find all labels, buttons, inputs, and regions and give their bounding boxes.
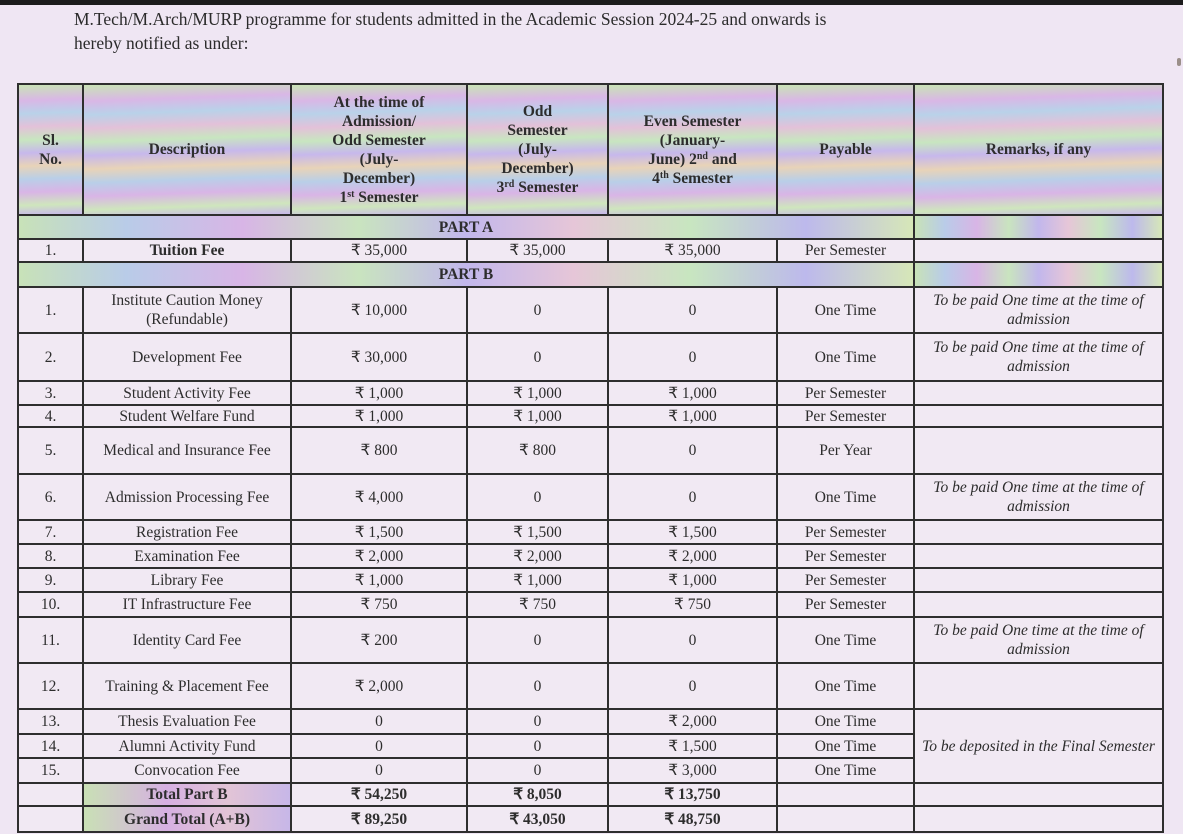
- remarks: [914, 520, 1163, 544]
- total-b-odd: ₹ 8,050: [467, 783, 608, 806]
- sl-no-blank: [18, 806, 83, 832]
- sl-no: 1.: [18, 287, 83, 333]
- remarks: To be paid One time at the time of admission: [914, 617, 1163, 663]
- amount-admission: 0: [291, 709, 467, 734]
- amount-odd: ₹ 800: [467, 427, 608, 474]
- amount-even: ₹ 1,500: [608, 734, 777, 758]
- remarks: [914, 663, 1163, 709]
- sl-no: 13.: [18, 709, 83, 734]
- payable: Per Semester: [777, 568, 914, 592]
- amount-even: 0: [608, 333, 777, 381]
- total-b-even: ₹ 13,750: [608, 783, 777, 806]
- table-row: [18, 663, 1163, 709]
- fee-description: Registration Fee: [83, 520, 291, 544]
- sl-no: 14.: [18, 734, 83, 758]
- amount-admission: ₹ 30,000: [291, 333, 467, 381]
- sl-no: 7.: [18, 520, 83, 544]
- sl-no: 4.: [18, 405, 83, 427]
- payable: Per Semester: [777, 239, 914, 262]
- payable: One Time: [777, 333, 914, 381]
- intro-paragraph: [74, 7, 1154, 55]
- table-row: [18, 520, 1163, 544]
- payable: One Time: [777, 663, 914, 709]
- amount-odd: ₹ 35,000: [467, 239, 608, 262]
- payable: One Time: [777, 709, 914, 734]
- grand-total-label: Grand Total (A+B): [83, 806, 291, 832]
- fee-description: Institute Caution Money (Refundable): [83, 287, 291, 333]
- fee-description: Admission Processing Fee: [83, 474, 291, 520]
- grand-total-even: ₹ 48,750: [608, 806, 777, 832]
- grand-total-row: [18, 806, 1163, 832]
- table-row: [18, 427, 1163, 474]
- amount-even: ₹ 1,000: [608, 405, 777, 427]
- payable: Per Semester: [777, 381, 914, 405]
- payable: One Time: [777, 758, 914, 783]
- amount-even: ₹ 2,000: [608, 709, 777, 734]
- amount-even: 0: [608, 427, 777, 474]
- payable: Per Year: [777, 427, 914, 474]
- fee-description: Student Activity Fee: [83, 381, 291, 405]
- remarks: [914, 427, 1163, 474]
- fee-description: Training & Placement Fee: [83, 663, 291, 709]
- remarks: [914, 381, 1163, 405]
- payable-blank: [777, 783, 914, 806]
- amount-admission: ₹ 800: [291, 427, 467, 474]
- remarks: To be paid One time at the time of admission: [914, 474, 1163, 520]
- total-part-b-row: [18, 783, 1163, 806]
- table-row: [18, 709, 1163, 734]
- remarks: To be paid One time at the time of admission: [914, 333, 1163, 381]
- amount-even: 0: [608, 474, 777, 520]
- amount-odd: ₹ 750: [467, 592, 608, 617]
- fee-description: Library Fee: [83, 568, 291, 592]
- header-remarks: Remarks, if any: [914, 84, 1163, 215]
- amount-admission: ₹ 4,000: [291, 474, 467, 520]
- sl-no: 9.: [18, 568, 83, 592]
- sl-no-blank: [18, 783, 83, 806]
- top-bar: [0, 0, 1183, 5]
- amount-admission: 0: [291, 758, 467, 783]
- header-odd-semester: Odd Semester (July- December) 3rd Semester: [467, 84, 608, 215]
- amount-even: ₹ 1,000: [608, 381, 777, 405]
- table-row: [18, 333, 1163, 381]
- remarks-blank: [914, 806, 1163, 832]
- amount-odd: 0: [467, 758, 608, 783]
- fee-description: Development Fee: [83, 333, 291, 381]
- amount-odd: 0: [467, 287, 608, 333]
- amount-admission: ₹ 10,000: [291, 287, 467, 333]
- remarks: [914, 405, 1163, 427]
- header-sl-no: Sl. No.: [18, 84, 83, 215]
- amount-admission: ₹ 1,000: [291, 381, 467, 405]
- amount-odd: 0: [467, 617, 608, 663]
- amount-admission: ₹ 750: [291, 592, 467, 617]
- amount-even: 0: [608, 617, 777, 663]
- table-row: [18, 287, 1163, 333]
- amount-even: ₹ 2,000: [608, 544, 777, 568]
- scan-speck: [1177, 58, 1181, 66]
- total-b-admission: ₹ 54,250: [291, 783, 467, 806]
- amount-admission: ₹ 200: [291, 617, 467, 663]
- amount-admission: ₹ 1,000: [291, 405, 467, 427]
- amount-admission: ₹ 1,500: [291, 520, 467, 544]
- part-a-remarks-blank: [914, 215, 1163, 239]
- amount-odd: 0: [467, 709, 608, 734]
- sl-no: 11.: [18, 617, 83, 663]
- amount-admission: ₹ 2,000: [291, 663, 467, 709]
- intro-line-1: M.Tech/M.Arch/MURP programme for students admitted in the Academic Session 2024-25 and onwards is: [74, 9, 827, 29]
- amount-admission: ₹ 2,000: [291, 544, 467, 568]
- part-b-label: PART B: [18, 262, 914, 287]
- table-row: [18, 568, 1163, 592]
- remarks: [914, 239, 1163, 262]
- amount-odd: 0: [467, 333, 608, 381]
- amount-admission: ₹ 35,000: [291, 239, 467, 262]
- table-row: [18, 405, 1163, 427]
- amount-odd: 0: [467, 734, 608, 758]
- table-row: [18, 474, 1163, 520]
- payable: Per Semester: [777, 544, 914, 568]
- payable: One Time: [777, 474, 914, 520]
- header-row: [18, 84, 1163, 215]
- intro-line-2: hereby notified as under:: [74, 33, 249, 53]
- header-admission-semester: At the time of Admission/ Odd Semester (July- December) 1st Semester: [291, 84, 467, 215]
- fee-structure-table: [17, 83, 1164, 833]
- part-a-label: PART A: [18, 215, 914, 239]
- amount-even: ₹ 1,500: [608, 520, 777, 544]
- sl-no: 10.: [18, 592, 83, 617]
- payable: One Time: [777, 617, 914, 663]
- sl-no: 8.: [18, 544, 83, 568]
- fee-description: Tuition Fee: [83, 239, 291, 262]
- payable: One Time: [777, 734, 914, 758]
- sl-no: 1.: [18, 239, 83, 262]
- part-b-remarks-blank: [914, 262, 1163, 287]
- payable: Per Semester: [777, 520, 914, 544]
- final-semester-remark: To be deposited in the Final Semester: [914, 709, 1163, 783]
- amount-even: ₹ 3,000: [608, 758, 777, 783]
- amount-even: 0: [608, 663, 777, 709]
- amount-even: 0: [608, 287, 777, 333]
- payable: One Time: [777, 287, 914, 333]
- sl-no: 5.: [18, 427, 83, 474]
- fee-description: IT Infrastructure Fee: [83, 592, 291, 617]
- payable-blank: [777, 806, 914, 832]
- table-row: [18, 381, 1163, 405]
- amount-admission: ₹ 1,000: [291, 568, 467, 592]
- header-even-semester: Even Semester (January- June) 2nd and 4th Semester: [608, 84, 777, 215]
- part-b-heading-row: [18, 262, 1163, 287]
- sl-no: 3.: [18, 381, 83, 405]
- amount-even: ₹ 750: [608, 592, 777, 617]
- table-row: [18, 617, 1163, 663]
- sl-no: 6.: [18, 474, 83, 520]
- header-payable: Payable: [777, 84, 914, 215]
- payable: Per Semester: [777, 592, 914, 617]
- grand-total-odd: ₹ 43,050: [467, 806, 608, 832]
- amount-even: ₹ 35,000: [608, 239, 777, 262]
- amount-odd: ₹ 1,000: [467, 405, 608, 427]
- amount-even: ₹ 1,000: [608, 568, 777, 592]
- fee-description: Student Welfare Fund: [83, 405, 291, 427]
- table-row: [18, 592, 1163, 617]
- remarks: [914, 544, 1163, 568]
- amount-odd: ₹ 1,500: [467, 520, 608, 544]
- amount-odd: ₹ 2,000: [467, 544, 608, 568]
- sl-no: 2.: [18, 333, 83, 381]
- amount-odd: ₹ 1,000: [467, 381, 608, 405]
- fee-description: Alumni Activity Fund: [83, 734, 291, 758]
- header-description: Description: [83, 84, 291, 215]
- amount-odd: ₹ 1,000: [467, 568, 608, 592]
- remarks: [914, 592, 1163, 617]
- sl-no: 12.: [18, 663, 83, 709]
- fee-description: Identity Card Fee: [83, 617, 291, 663]
- fee-description: Thesis Evaluation Fee: [83, 709, 291, 734]
- grand-total-admission: ₹ 89,250: [291, 806, 467, 832]
- total-part-b-label: Total Part B: [83, 783, 291, 806]
- amount-admission: 0: [291, 734, 467, 758]
- amount-odd: 0: [467, 474, 608, 520]
- remarks: [914, 568, 1163, 592]
- fee-description: Medical and Insurance Fee: [83, 427, 291, 474]
- remarks: To be paid One time at the time of admission: [914, 287, 1163, 333]
- table-row: [18, 239, 1163, 262]
- part-a-heading-row: [18, 215, 1163, 239]
- table-row: [18, 544, 1163, 568]
- fee-description: Convocation Fee: [83, 758, 291, 783]
- payable: Per Semester: [777, 405, 914, 427]
- sl-no: 15.: [18, 758, 83, 783]
- amount-odd: 0: [467, 663, 608, 709]
- remarks-blank: [914, 783, 1163, 806]
- fee-description: Examination Fee: [83, 544, 291, 568]
